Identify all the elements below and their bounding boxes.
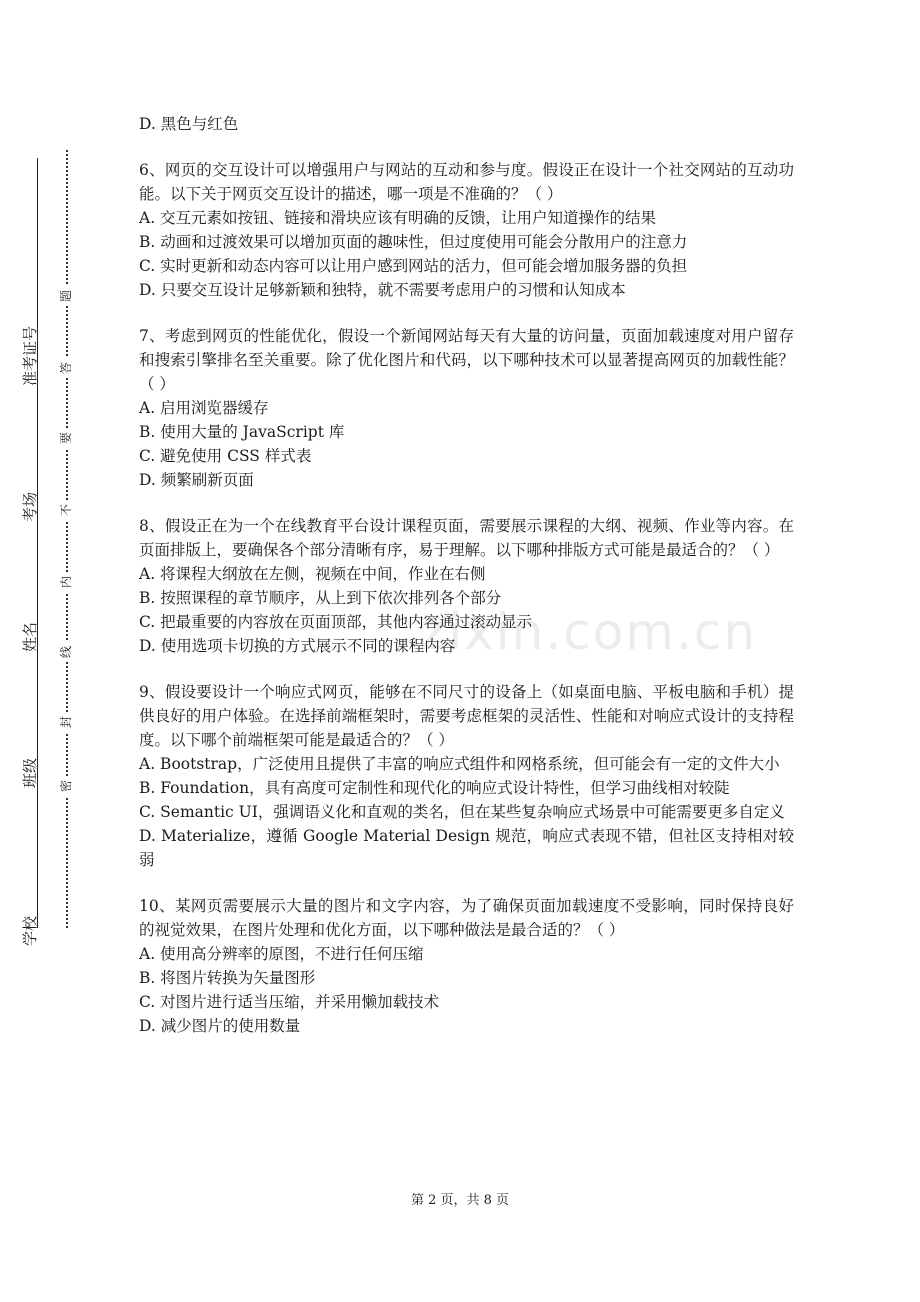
option-c: C. Semantic UI，强调语义化和直观的类名，但在某些复杂响应式场景中可能需要更多自定义 <box>139 803 785 821</box>
seal-char: 线 <box>56 642 76 662</box>
question-content <box>139 112 794 1060</box>
watermark: zixin.com.cn <box>420 603 758 661</box>
school-label: 学校 <box>21 915 39 946</box>
option-c: C. 把最重要的内容放在页面顶部，其他内容通过滚动显示 <box>139 613 533 631</box>
binding-solid-line <box>37 158 38 928</box>
question-6 <box>139 158 794 302</box>
question-8 <box>139 514 794 658</box>
seal-char: 题 <box>56 286 76 306</box>
exam-id-label: 准考证号 <box>21 325 39 386</box>
page-number-footer: 第 2 页，共 8 页 <box>410 1193 510 1208</box>
option-b: B. Foundation，具有高度可定制性和现代化的响应式设计特性，但学习曲线相对较陡 <box>139 779 730 797</box>
option-d: D. 使用选项卡切换的方式展示不同的课程内容 <box>139 637 456 655</box>
seal-char: 答 <box>56 358 76 378</box>
option-b: B. 动画和过渡效果可以增加页面的趣味性，但过度使用可能会分散用户的注意力 <box>139 233 688 251</box>
question-stem: 10、某网页需要展示大量的图片和文字内容，为了确保页面加载速度不受影响，同时保持良好的视觉效果，在图片处理和优化方面，以下哪种做法是最合适的？（ ） <box>139 897 794 939</box>
seal-char: 不 <box>56 500 76 520</box>
question-stem: 7、考虑到网页的性能优化，假设一个新闻网站每天有大量的访问量，页面加载速度对用户留存和搜索引擎排名至关重要。除了优化图片和代码，以下哪种技术可以显著提高网页的加载性能？（ ） <box>139 327 794 393</box>
question-7 <box>139 324 794 492</box>
option-d: D. Materialize，遵循 Google Material Design 规范，响应式表现不错，但社区支持相对较弱 <box>139 827 794 869</box>
class-label: 班级 <box>21 757 39 788</box>
question-9 <box>139 680 794 872</box>
option-d: D. 只要交互设计足够新颖和独特，就不需要考虑用户的习惯和认知成本 <box>139 281 626 299</box>
question-stem: 8、假设正在为一个在线教育平台设计课程页面，需要展示课程的大纲、视频、作业等内容。在页面排版上，要确保各个部分清晰有序，易于理解。以下哪种排版方式可能是最适合的？（ ） <box>139 517 794 559</box>
option-c: C. 对图片进行适当压缩，并采用懒加载技术 <box>139 993 440 1011</box>
option-d: D. 频繁刷新页面 <box>139 471 254 489</box>
option-a: A. 交互元素如按钮、链接和滑块应该有明确的反馈，让用户知道操作的结果 <box>139 209 657 227</box>
seal-char: 要 <box>56 428 76 448</box>
option-c: C. 实时更新和动态内容可以让用户感到网站的活力，但可能会增加服务器的负担 <box>139 257 688 275</box>
binding-dotted-line <box>66 150 68 928</box>
option-a: A. 启用浏览器缓存 <box>139 399 269 417</box>
question-stem: 6、网页的交互设计可以增强用户与网站的互动和参与度。假设正在设计一个社交网站的互动功能。以下关于网页交互设计的描述，哪一项是不准确的？（ ） <box>139 161 794 203</box>
option-a: A. 使用高分辨率的原图，不进行任何压缩 <box>139 945 424 963</box>
question-stem: 9、假设要设计一个响应式网页，能够在不同尺寸的设备上（如桌面电脑、平板电脑和手机）提供良好的用户体验。在选择前端框架时，需要考虑框架的灵活性、性能和对响应式设计的支持程度。以下哪个前端框架可能是最适合的？（ ） <box>139 683 794 749</box>
option-b: B. 按照课程的章节顺序，从上到下依次排列各个部分 <box>139 589 502 607</box>
option-d: D. 减少图片的使用数量 <box>139 1017 301 1035</box>
option-a: A. Bootstrap，广泛使用且提供了丰富的响应式组件和网格系统，但可能会有一定的文件大小 <box>139 755 780 773</box>
option-c: C. 避免使用 CSS 样式表 <box>139 447 312 465</box>
previous-question-option: D. 黑色与红色 <box>139 115 239 133</box>
seal-char: 密 <box>56 776 76 796</box>
option-b: B. 使用大量的 JavaScript 库 <box>139 423 345 441</box>
option-b: B. 将图片转换为矢量图形 <box>139 969 316 987</box>
name-label: 姓名 <box>21 621 39 652</box>
question-10 <box>139 894 794 1038</box>
option-a: A. 将课程大纲放在左侧，视频在中间，作业在右侧 <box>139 565 486 583</box>
room-label: 考场 <box>21 491 39 522</box>
seal-char: 内 <box>56 572 76 592</box>
seal-char: 封 <box>56 712 76 732</box>
